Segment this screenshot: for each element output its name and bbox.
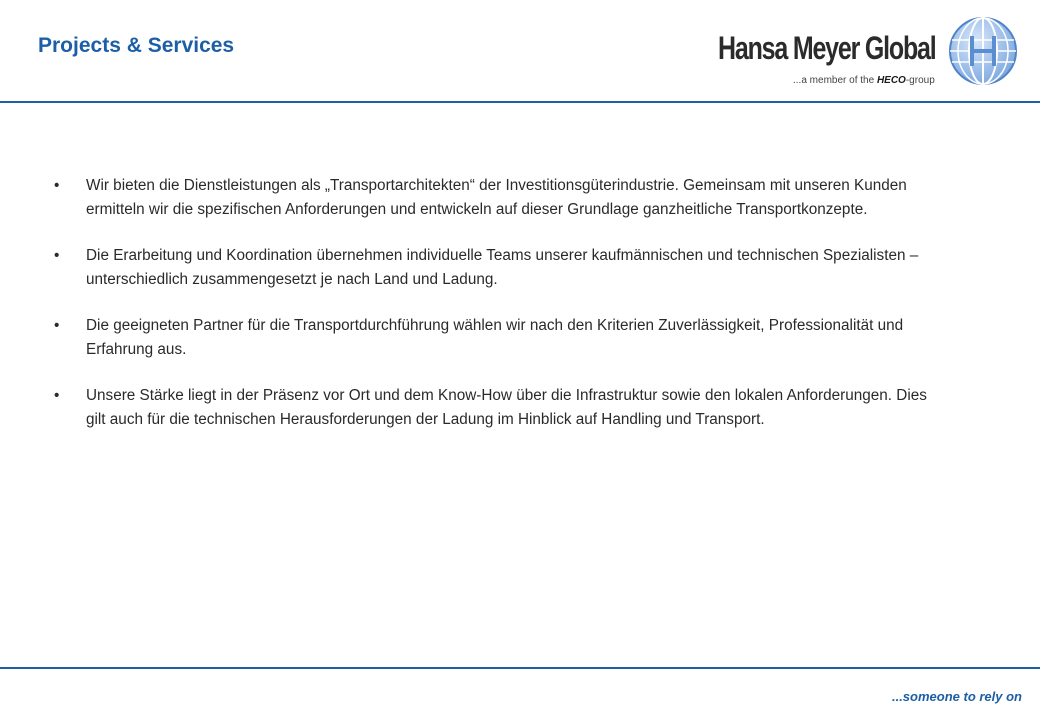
bullet-text: Die Erarbeitung und Koordination übernehmen individuelle Teams unserer kaufmännischen und technischen Spezialisten – unterschiedlich zusammengesetzt je nach Land und Ladung. — [86, 247, 919, 288]
bullet-text: Wir bieten die Dienstleistungen als „Transportarchitekten“ der Investitionsgüterindustrie. Gemeinsam mit unseren Kunden ermitteln wir die spezifischen Anforderungen und entwickeln auf dieser Grundlage ganzheitliche Transportkonzepte. — [86, 177, 907, 218]
globe-icon — [948, 16, 1018, 86]
logo-wordmark: Hansa Meyer Global — [718, 30, 936, 66]
logo-sub-suffix: -group — [905, 75, 935, 86]
company-logo — [715, 14, 1020, 94]
bullet-text: Die geeigneten Partner für die Transportdurchführung wählen wir nach den Kriterien Zuverlässigkeit, Professionalität und Erfahrung aus. — [86, 317, 904, 358]
list-item — [54, 174, 934, 221]
bullet-marker: • — [54, 177, 60, 194]
footer-tagline: ...someone to rely on — [891, 689, 1022, 704]
bullet-list — [54, 174, 934, 454]
list-item — [54, 384, 934, 431]
header-divider — [0, 101, 1040, 103]
page-title: Projects & Services — [38, 34, 235, 57]
logo-sub-prefix: ...a member of the — [793, 75, 877, 86]
list-item — [54, 314, 934, 361]
footer-divider — [0, 667, 1040, 669]
logo-sub-brand: HECO — [876, 75, 906, 86]
logo-subline — [793, 75, 935, 86]
bullet-text: Unsere Stärke liegt in der Präsenz vor Ort und dem Know-How über die Infrastruktur sowie den lokalen Anforderungen. Dies gilt auch für die technischen Herausforderungen der Ladung im Hinblick auf Handling und Transport. — [86, 387, 927, 428]
bullet-marker: • — [54, 317, 60, 334]
bullet-marker: • — [54, 387, 60, 404]
list-item — [54, 244, 934, 291]
bullet-marker: • — [54, 247, 60, 264]
